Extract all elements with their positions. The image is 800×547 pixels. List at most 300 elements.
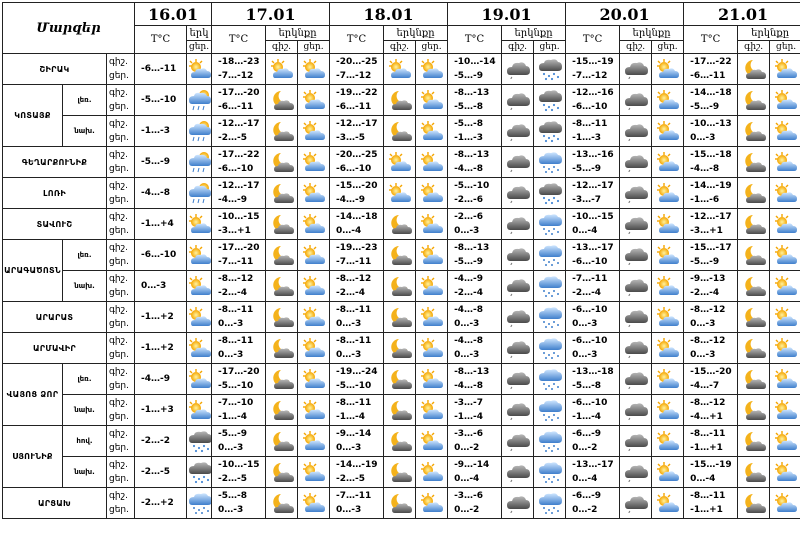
temperature-range [212, 395, 266, 426]
night-temperature: -7…-11 [572, 274, 608, 284]
night-temperature: -8…-11 [218, 336, 254, 346]
cloud-icon [505, 368, 531, 391]
cloud-icon [505, 120, 531, 143]
cloud-icon-cell [502, 395, 534, 426]
night-temperature: -19…-24 [336, 367, 378, 377]
moon-cloud-icon-cell [384, 240, 416, 271]
partly-cloudy-icon-cell [652, 426, 684, 457]
day-temperature: -4…+1 [690, 412, 723, 422]
night-temperature: -8…-13 [454, 88, 490, 98]
day-temperature: -5…-9 [572, 164, 602, 174]
temperature-range [212, 271, 266, 302]
forecast-sheet [2, 2, 800, 519]
day-label: ցեր. [109, 350, 129, 360]
partly-cloudy-icon [419, 306, 445, 329]
moon-cloud-icon [741, 182, 767, 205]
cloud-icon [505, 89, 531, 112]
day-temperature: -3…+1 [218, 226, 251, 236]
forecast-row [3, 302, 800, 333]
moon-cloud-icon-cell [738, 209, 770, 240]
temperature-range [212, 240, 266, 271]
day-temperature: -1…-4 [454, 412, 484, 422]
moon-cloud-icon [741, 337, 767, 360]
cloud-snow-icon [187, 430, 212, 453]
temperature-range [330, 147, 384, 178]
day-temperature: -6…-11 [336, 102, 372, 112]
day-label: ցեր. [109, 474, 129, 484]
subregion-label: լեռ. [63, 240, 107, 271]
partly-cloudy-icon [301, 244, 327, 267]
temperature-range [566, 147, 620, 178]
day-temperature: 0…-3 [690, 319, 716, 329]
partly-cloudy-icon-cell [298, 457, 330, 488]
snow-icon [537, 275, 563, 298]
day-temperature: -6…-11 [218, 102, 254, 112]
day-temperature: 0…-3 [690, 133, 716, 143]
partly-cloudy-icon [655, 151, 681, 174]
day-temperature: -2…-6 [454, 195, 484, 205]
date-header: 16.01 [135, 3, 212, 26]
temperature-value: -1…+3 [135, 395, 187, 426]
cloud-icon [505, 306, 531, 329]
forecast-row [3, 364, 800, 395]
partly-cloudy-icon [773, 306, 799, 329]
night-subheader: գիշ. [384, 41, 416, 54]
moon-cloud-icon-cell [384, 85, 416, 116]
night-temperature: -15…-19 [572, 57, 614, 67]
moon-cloud-icon [741, 244, 767, 267]
moon-cloud-icon-cell [384, 271, 416, 302]
temperature-value: -6…-11 [135, 54, 187, 85]
forecast-row [3, 178, 800, 209]
moon-cloud-icon [741, 89, 767, 112]
day-label: ցեր. [109, 505, 129, 515]
temperature-range [448, 364, 502, 395]
temperature-value: -4…-8 [135, 178, 187, 209]
night-temperature: -8…-11 [690, 491, 726, 501]
partly-cloudy-icon-cell [770, 488, 800, 519]
partly-cloudy-icon-cell [652, 488, 684, 519]
moon-cloud-icon-cell [384, 209, 416, 240]
moon-cloud-icon-cell [738, 54, 770, 85]
moon-cloud-icon [387, 430, 413, 453]
temperature-value: 0…-3 [135, 271, 187, 302]
forecast-row [3, 147, 800, 178]
sun-rain-icon-cell [187, 85, 212, 116]
partly-cloudy-icon-cell [652, 457, 684, 488]
cloud-icon-cell [502, 85, 534, 116]
partly-cloudy-icon-cell [298, 178, 330, 209]
day-label: ցեր. [109, 443, 129, 453]
temperature-range [212, 209, 266, 240]
temperature-range [212, 302, 266, 333]
night-temperature: -5…-10 [454, 181, 490, 191]
day-temperature: -7…-12 [218, 71, 254, 81]
moon-cloud-icon [269, 306, 295, 329]
cloud-icon-cell [620, 178, 652, 209]
partly-cloudy-icon [655, 492, 681, 515]
cloud-icon [505, 213, 531, 236]
night-temperature: -20…-25 [336, 57, 378, 67]
moon-cloud-icon [387, 244, 413, 267]
partly-cloudy-icon-cell [770, 240, 800, 271]
night-temperature: -5…-8 [454, 119, 484, 129]
day-temperature: -5…-8 [572, 381, 602, 391]
cloud-icon-cell [502, 147, 534, 178]
cloud-icon [505, 275, 531, 298]
snow-icon [537, 461, 563, 484]
day-temperature: -5…-9 [454, 71, 484, 81]
temperature-range [212, 426, 266, 457]
day-temperature: -7…-11 [218, 257, 254, 267]
date-header: 18.01 [330, 3, 448, 26]
partly-cloudy-icon [301, 58, 327, 81]
day-temperature: -7…-12 [572, 71, 608, 81]
day-temperature: -2…-5 [218, 474, 248, 484]
partly-cloudy-icon-cell [770, 147, 800, 178]
moon-cloud-icon-cell [738, 178, 770, 209]
temperature-range [448, 116, 502, 147]
region-column-header: Մարզեր [3, 3, 135, 54]
date-header: 19.01 [448, 3, 566, 26]
partly-cloudy-icon-cell [652, 54, 684, 85]
region-name: ԱՐՑԱԽ [3, 488, 107, 519]
day-temperature: 0…-4 [572, 474, 598, 484]
partly-cloudy-icon [301, 151, 327, 174]
partly-cloudy-icon-cell [652, 209, 684, 240]
moon-cloud-icon-cell [266, 395, 298, 426]
snow-icon-cell [534, 488, 566, 519]
snow-icon [537, 151, 563, 174]
partly-cloudy-icon-cell [187, 364, 212, 395]
period-labels [107, 54, 135, 85]
sun-rain-icon [187, 151, 212, 174]
forecast-row [3, 240, 800, 271]
moon-cloud-icon-cell [384, 302, 416, 333]
cloud-icon-cell [502, 209, 534, 240]
partly-cloudy-icon [419, 244, 445, 267]
partly-cloudy-icon [655, 461, 681, 484]
day-temperature: -6…-10 [572, 102, 608, 112]
period-labels [107, 302, 135, 333]
day-temperature: 0…-2 [572, 443, 598, 453]
cloud-icon-cell [620, 116, 652, 147]
partly-cloudy-icon-cell [416, 426, 448, 457]
partly-cloudy-icon [187, 275, 212, 298]
day-temperature: -1…+1 [690, 443, 723, 453]
moon-cloud-icon [269, 151, 295, 174]
moon-cloud-icon [741, 213, 767, 236]
day-temperature: -5…-9 [690, 102, 720, 112]
partly-cloudy-icon [655, 182, 681, 205]
partly-cloudy-icon-cell [652, 116, 684, 147]
partly-cloudy-icon-cell [652, 364, 684, 395]
temperature-value: -2…+2 [135, 488, 187, 519]
temperature-range [330, 116, 384, 147]
temperature-range [330, 240, 384, 271]
moon-cloud-icon-cell [384, 395, 416, 426]
temperature-range [684, 54, 738, 85]
partly-cloudy-icon-cell [298, 302, 330, 333]
day-label: ցեր. [109, 164, 129, 174]
day-label: ցեր. [109, 288, 129, 298]
day-temperature: -2…-4 [690, 288, 720, 298]
night-temperature: -10…-15 [218, 212, 260, 222]
region-name: ՇԻՐԱԿ [3, 54, 107, 85]
period-labels [107, 240, 135, 271]
day-subheader: ցեր. [298, 41, 330, 54]
partly-cloudy-icon-cell [298, 209, 330, 240]
region-name: ԿՈՏԱՅՔ [3, 85, 63, 147]
partly-cloudy-icon-cell [770, 457, 800, 488]
snow-icon-cell [534, 395, 566, 426]
cloud-icon [623, 430, 649, 453]
partly-cloudy-icon-cell [416, 178, 448, 209]
cloud-snow-icon [187, 461, 212, 484]
moon-cloud-icon [269, 244, 295, 267]
temperature-range [684, 302, 738, 333]
night-temperature: -5…-9 [218, 429, 248, 439]
night-temperature: -8…-12 [336, 274, 372, 284]
temperature-range [330, 333, 384, 364]
cloud-icon-cell [502, 116, 534, 147]
period-labels [107, 116, 135, 147]
temperature-range [684, 333, 738, 364]
temp-header: T°C [448, 26, 502, 54]
partly-cloudy-icon [301, 461, 327, 484]
night-temperature: -12…-17 [572, 181, 614, 191]
cloud-icon-cell [502, 178, 534, 209]
temperature-range [566, 395, 620, 426]
partly-cloudy-icon [187, 368, 212, 391]
snow-icon [187, 492, 212, 515]
partly-cloudy-icon [655, 213, 681, 236]
date-header: 21.01 [684, 3, 800, 26]
cloud-icon-cell [620, 54, 652, 85]
night-temperature: -15…-20 [336, 181, 378, 191]
moon-cloud-icon [387, 120, 413, 143]
cloud-icon-cell [502, 54, 534, 85]
night-temperature: -12…-17 [218, 181, 260, 191]
day-temperature: -1…-4 [572, 412, 602, 422]
cloud-icon [505, 244, 531, 267]
moon-cloud-icon [741, 492, 767, 515]
cloud-icon [623, 337, 649, 360]
partly-cloudy-icon-cell [770, 302, 800, 333]
cloud-snow-icon-cell [534, 85, 566, 116]
temperature-value: -1…+2 [135, 302, 187, 333]
partly-cloudy-icon [655, 120, 681, 143]
partly-cloudy-icon [773, 151, 799, 174]
moon-cloud-icon-cell [738, 333, 770, 364]
temperature-range [684, 85, 738, 116]
night-label: գիշ. [109, 150, 128, 160]
snow-icon-cell [534, 426, 566, 457]
partly-cloudy-icon-cell [187, 333, 212, 364]
partly-cloudy-icon [269, 58, 295, 81]
temperature-range [448, 488, 502, 519]
partly-cloudy-icon [773, 337, 799, 360]
moon-cloud-icon-cell [266, 209, 298, 240]
night-label: գիշ. [109, 119, 128, 129]
temperature-range [448, 271, 502, 302]
day-temperature: 0…-2 [572, 505, 598, 515]
partly-cloudy-icon-cell [187, 54, 212, 85]
night-temperature: -4…-8 [454, 336, 484, 346]
night-temperature: -8…-11 [572, 119, 608, 129]
partly-cloudy-icon-cell [416, 147, 448, 178]
temperature-range [448, 302, 502, 333]
day-temperature: -6…-10 [572, 257, 608, 267]
cloud-snow-icon-cell [534, 116, 566, 147]
cloud-icon [623, 275, 649, 298]
day-temperature: -2…-5 [218, 133, 248, 143]
partly-cloudy-icon-cell [652, 240, 684, 271]
moon-cloud-icon [387, 492, 413, 515]
night-temperature: -7…-11 [336, 491, 372, 501]
partly-cloudy-icon-cell [298, 364, 330, 395]
cloud-snow-icon-cell [534, 54, 566, 85]
snow-icon-cell [534, 457, 566, 488]
night-label: գիշ. [109, 367, 128, 377]
moon-cloud-icon-cell [266, 333, 298, 364]
partly-cloudy-icon-cell [298, 116, 330, 147]
night-temperature: -6…-10 [572, 398, 608, 408]
moon-cloud-icon [741, 399, 767, 422]
moon-cloud-icon [269, 182, 295, 205]
subregion-label: նախ. [63, 457, 107, 488]
temperature-range [566, 488, 620, 519]
day-temperature: 0…-4 [454, 474, 480, 484]
cloud-icon-cell [620, 302, 652, 333]
temperature-range [566, 271, 620, 302]
night-temperature: -14…-19 [690, 181, 732, 191]
cloud-icon-cell [502, 488, 534, 519]
day-label: ցեր. [109, 412, 129, 422]
moon-cloud-icon-cell [266, 488, 298, 519]
night-temperature: -6…-10 [572, 305, 608, 315]
cloud-icon [623, 58, 649, 81]
partly-cloudy-icon [773, 430, 799, 453]
sun-rain-icon-cell [187, 116, 212, 147]
night-temperature: -12…-17 [336, 119, 378, 129]
partly-cloudy-icon [773, 182, 799, 205]
partly-cloudy-icon-cell [770, 178, 800, 209]
moon-cloud-icon-cell [738, 457, 770, 488]
forecast-row [3, 426, 800, 457]
night-subheader: գիշ. [266, 41, 298, 54]
moon-cloud-icon [741, 430, 767, 453]
partly-cloudy-icon [655, 244, 681, 267]
temperature-range [448, 426, 502, 457]
partly-cloudy-icon [419, 430, 445, 453]
temperature-range [566, 240, 620, 271]
night-temperature: -17…-20 [218, 367, 260, 377]
moon-cloud-icon-cell [266, 426, 298, 457]
moon-cloud-icon [269, 399, 295, 422]
partly-cloudy-icon [387, 182, 413, 205]
day-temperature: -1…-4 [218, 412, 248, 422]
day-temperature: -1…-3 [572, 133, 602, 143]
partly-cloudy-icon-cell [770, 271, 800, 302]
day-temperature: -4…-8 [454, 164, 484, 174]
cloud-snow-icon [537, 120, 563, 143]
temperature-range [448, 209, 502, 240]
forecast-row [3, 271, 800, 302]
moon-cloud-icon-cell [738, 240, 770, 271]
day-temperature: -3…-7 [572, 195, 602, 205]
moon-cloud-icon [387, 399, 413, 422]
temperature-range [448, 333, 502, 364]
night-temperature: -8…-13 [454, 150, 490, 160]
night-temperature: -8…-12 [690, 398, 726, 408]
moon-cloud-icon-cell [738, 116, 770, 147]
day-temperature: -5…-10 [336, 381, 372, 391]
partly-cloudy-icon [655, 399, 681, 422]
night-subheader: գիշ. [502, 41, 534, 54]
day-temperature: 0…-3 [572, 319, 598, 329]
night-temperature: -8…-13 [454, 367, 490, 377]
partly-cloudy-icon [301, 492, 327, 515]
moon-cloud-icon [269, 430, 295, 453]
night-label: գիշ. [109, 57, 128, 67]
period-labels [107, 209, 135, 240]
cloud-snow-icon-cell [534, 178, 566, 209]
partly-cloudy-icon [419, 368, 445, 391]
temperature-range [448, 85, 502, 116]
temperature-range [448, 240, 502, 271]
partly-cloudy-icon [187, 399, 212, 422]
night-temperature: -3…-6 [454, 491, 484, 501]
moon-cloud-icon [269, 120, 295, 143]
partly-cloudy-icon-cell [770, 54, 800, 85]
cloud-icon-cell [502, 426, 534, 457]
forecast-row [3, 54, 800, 85]
period-labels [107, 178, 135, 209]
day-temperature: 0…-2 [454, 443, 480, 453]
subregion-label: նախ. [63, 116, 107, 147]
period-labels [107, 364, 135, 395]
temperature-range [212, 364, 266, 395]
partly-cloudy-icon-cell [266, 54, 298, 85]
night-temperature: -9…-14 [454, 460, 490, 470]
cloud-icon-cell [620, 147, 652, 178]
day-temperature: -3…+1 [690, 226, 723, 236]
day-temperature: -5…-9 [690, 257, 720, 267]
temperature-range [566, 426, 620, 457]
temperature-range [684, 178, 738, 209]
sky-header: երկնքը [738, 26, 800, 41]
moon-cloud-icon-cell [266, 364, 298, 395]
night-temperature: -19…-22 [336, 88, 378, 98]
day-temperature: -2…-4 [454, 288, 484, 298]
cloud-icon [505, 492, 531, 515]
temperature-range [566, 85, 620, 116]
day-temperature: -6…-10 [336, 164, 372, 174]
day-temperature: -5…-8 [454, 102, 484, 112]
cloud-icon-cell [502, 457, 534, 488]
night-temperature: -12…-17 [218, 119, 260, 129]
partly-cloudy-icon-cell [298, 426, 330, 457]
partly-cloudy-icon-cell [298, 395, 330, 426]
forecast-row [3, 395, 800, 426]
forecast-table [2, 2, 800, 519]
temperature-range [684, 209, 738, 240]
partly-cloudy-icon [419, 182, 445, 205]
day-temperature: 0…-3 [218, 350, 244, 360]
region-name: ԼՈՌԻ [3, 178, 107, 209]
day-temperature: 0…-3 [336, 505, 362, 515]
